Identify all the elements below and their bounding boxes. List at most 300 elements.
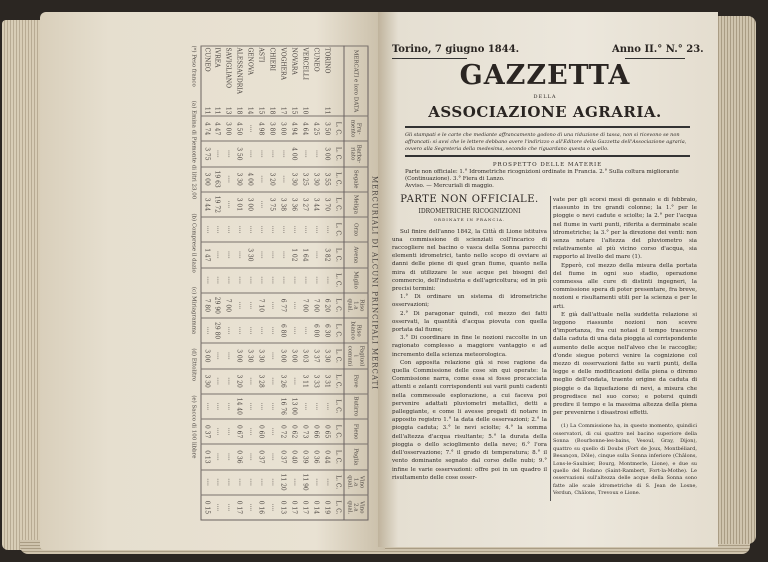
postal-notice: Gli stampati e le carte che mediante affrancamento godono di una riduzione di tassa, non si ricevono se non affrancati: si avvi che le lettere debbano avere l'indirizzo o all'Editore della Gazzetta dell'Associazione agraria, ovvero alla Segreteria della medesima, secondo che riguardano questa o quello. bbox=[405, 132, 687, 152]
paragraph: Sul finire dell'anno 1842, la Città di Lione istituiva una commissione di scienziati coll'incarico di raccogliere nel bacino o vasca della Sonna parecchi elementi idrometrici, tanto nello scopo di ovviare ai danni delle piene di quel gran fiume, quanto nella mira di utilizzare le sue acque pei bisogni del commercio, dell'industria e dell'agricoltura; ed in più precisi termini: bbox=[392, 228, 547, 293]
market-day: 15 bbox=[258, 106, 265, 115]
price-cell: 0 62 bbox=[289, 419, 300, 444]
price-cell: ···· bbox=[256, 141, 267, 166]
price-cell: 0 15 bbox=[201, 495, 212, 520]
market-label: TORINO bbox=[324, 47, 331, 74]
price-cell: 4 00 bbox=[289, 141, 300, 166]
price-cell: ···· bbox=[201, 470, 212, 495]
market-day: 10 bbox=[302, 106, 309, 115]
price-cell: ···· bbox=[322, 470, 333, 495]
price-cell: 3 00 bbox=[322, 141, 333, 166]
table-of-contents bbox=[405, 162, 690, 190]
price-cell: ···· bbox=[267, 419, 278, 444]
market-day: 17 bbox=[280, 106, 287, 115]
price-cell: 6 30 bbox=[322, 318, 333, 343]
price-cell: ···· bbox=[311, 242, 322, 267]
price-cell: 14 40 bbox=[234, 394, 245, 419]
price-cell: ···· bbox=[245, 470, 256, 495]
toc-item: Parte non officiale: 1.° Idrometriche ricognizioni ordinate in Francia. 2.° Sulla coltura migliorante (Continuazione). 3.° Fiera di Lanzo. bbox=[405, 169, 679, 182]
price-cell: ···· bbox=[245, 444, 256, 469]
price-cell: ···· bbox=[289, 470, 300, 495]
price-cell: ···· bbox=[256, 192, 267, 217]
price-cell: 3 00 bbox=[289, 343, 300, 368]
unit-cell: L. C. bbox=[333, 192, 344, 217]
price-cell: ···· bbox=[223, 419, 234, 444]
column-header: Riso bianco bbox=[344, 318, 368, 343]
price-cell: 3 00 bbox=[278, 343, 289, 368]
price-cell: ···· bbox=[234, 470, 245, 495]
price-cell: ···· bbox=[223, 268, 234, 293]
price-cell: ···· bbox=[245, 318, 256, 343]
unit-cell: L. C. bbox=[333, 167, 344, 192]
market-name bbox=[322, 46, 333, 116]
price-cell: ···· bbox=[311, 470, 322, 495]
price-cell: 3 25 bbox=[300, 167, 311, 192]
column-header: Meliga bbox=[344, 192, 368, 217]
market-name bbox=[212, 46, 223, 116]
price-cell: ···· bbox=[223, 369, 234, 394]
market-name bbox=[234, 46, 245, 116]
price-cell: ···· bbox=[311, 141, 322, 166]
price-cell: 3 33 bbox=[311, 369, 322, 394]
price-cell: 3 30 bbox=[322, 343, 333, 368]
price-cell: ···· bbox=[212, 242, 223, 267]
price-cell: 0 44 bbox=[322, 444, 333, 469]
price-cell: 3 31 bbox=[322, 369, 333, 394]
price-cell: ···· bbox=[289, 318, 300, 343]
column-header: Fagiuoli comuni bbox=[344, 343, 368, 368]
price-cell: 0 16 bbox=[256, 495, 267, 520]
price-cell: 3 38 bbox=[278, 192, 289, 217]
rule bbox=[405, 155, 690, 157]
table-row bbox=[267, 46, 278, 520]
price-cell: ···· bbox=[212, 141, 223, 166]
unit-cell: L. C. bbox=[333, 470, 344, 495]
price-cell: 6 00 bbox=[311, 318, 322, 343]
price-cell: 3 00 bbox=[245, 192, 256, 217]
market-label: VOGHERA bbox=[280, 47, 287, 80]
unit-cell: L. C. bbox=[333, 141, 344, 166]
price-cell: 3 00 bbox=[201, 167, 212, 192]
market-name bbox=[256, 46, 267, 116]
price-cell: ···· bbox=[267, 470, 278, 495]
column-header: Segale bbox=[344, 167, 368, 192]
market-day: 11 bbox=[203, 106, 211, 115]
price-cell: ···· bbox=[278, 217, 289, 242]
price-cell: ···· bbox=[256, 167, 267, 192]
market-name bbox=[300, 46, 311, 116]
price-cell: ···· bbox=[278, 242, 289, 267]
price-cell: ···· bbox=[212, 369, 223, 394]
section-heading: PARTE NON OFFICIALE. bbox=[400, 194, 539, 205]
price-cell: 0 17 bbox=[300, 495, 311, 520]
price-cell: ···· bbox=[300, 141, 311, 166]
column-header: Fieno bbox=[344, 419, 368, 444]
table-row bbox=[300, 46, 311, 520]
price-cell: ···· bbox=[201, 394, 212, 419]
unit-cell: L. C. bbox=[333, 242, 344, 267]
price-cell: ···· bbox=[223, 192, 234, 217]
market-name bbox=[245, 46, 256, 116]
table-footnote: (e) Sacco di 100 libbre bbox=[190, 395, 197, 459]
table-header-row bbox=[344, 46, 368, 520]
price-cell: ···· bbox=[278, 167, 289, 192]
price-cell: ···· bbox=[267, 268, 278, 293]
price-cell: ···· bbox=[245, 369, 256, 394]
market-name bbox=[289, 46, 300, 116]
price-cell: 13 00 bbox=[289, 394, 300, 419]
price-cell: ···· bbox=[300, 217, 311, 242]
price-cell: 3 30 bbox=[256, 343, 267, 368]
price-cell: ···· bbox=[212, 495, 223, 520]
price-cell: ···· bbox=[267, 394, 278, 419]
market-label: ASTI bbox=[258, 47, 265, 63]
column-header: Barba-riato bbox=[344, 141, 368, 166]
price-cell: 3 36 bbox=[289, 192, 300, 217]
price-cell: 3 00 bbox=[278, 116, 289, 141]
paragraph: 1.° Di ordinare un sistema di idrometriche osservazioni; bbox=[392, 294, 547, 309]
column-header: Vino 2.a qual. bbox=[344, 495, 368, 520]
table-row bbox=[223, 46, 234, 520]
price-cell: 0 66 bbox=[311, 419, 322, 444]
price-cell: 3 30 bbox=[201, 369, 212, 394]
paragraph: vate per gli scorsi mesi di gennaio e di febbraio, riassunto in tre grandi colonne; la 1.° per le pioggie o nevi cadute e sciolte; la 2.° per l'acqua nel fiume in varii punti, riferita a derminate scale idrometriche; la 3.° per la direzione dei venti: non senza notare l'altezza del pluviometro sia relativamente al più vicino corso d'acqua, sia rapporto al livello del mare (1). bbox=[553, 197, 697, 261]
price-cell: 0 19 bbox=[322, 495, 333, 520]
price-cell: 4 94 bbox=[289, 116, 300, 141]
table-footnotes bbox=[190, 46, 198, 521]
price-cell: ···· bbox=[278, 141, 289, 166]
price-cell: 3 50 bbox=[322, 116, 333, 141]
price-cell: 11 20 bbox=[278, 470, 289, 495]
column-header: Riso 1.a qual. bbox=[344, 293, 368, 318]
price-cell: ···· bbox=[201, 268, 212, 293]
market-name bbox=[278, 46, 289, 116]
price-cell: ···· bbox=[245, 268, 256, 293]
price-cell: 6 77 bbox=[278, 293, 289, 318]
price-cell: 3 30 bbox=[311, 167, 322, 192]
price-cell: 3 30 bbox=[245, 242, 256, 267]
column-header: Fave bbox=[344, 369, 368, 394]
price-cell: ···· bbox=[267, 495, 278, 520]
price-cell: 3 11 bbox=[300, 369, 311, 394]
price-cell: 0 40 bbox=[289, 444, 300, 469]
price-cell: ···· bbox=[322, 394, 333, 419]
price-cell: 0 65 bbox=[322, 419, 333, 444]
price-cell: 7 10 bbox=[256, 293, 267, 318]
market-name bbox=[201, 46, 212, 116]
price-cell: 3 20 bbox=[267, 167, 278, 192]
price-cell: 3 30 bbox=[245, 343, 256, 368]
price-cell: ···· bbox=[223, 141, 234, 166]
price-cell: 7 00 bbox=[311, 293, 322, 318]
rule bbox=[405, 126, 690, 128]
price-cell: ···· bbox=[223, 318, 234, 343]
article-subtitle: ORDINATE IN FRANCIA. bbox=[433, 217, 506, 223]
price-cell: ···· bbox=[201, 318, 212, 343]
price-cell: 29 90 bbox=[212, 293, 223, 318]
price-cell: 0 36 bbox=[234, 444, 245, 469]
price-cell: ···· bbox=[256, 242, 267, 267]
price-cell: ···· bbox=[267, 141, 278, 166]
article-column-right bbox=[553, 196, 697, 498]
price-cell: ···· bbox=[212, 343, 223, 368]
price-cell: 29 80 bbox=[212, 318, 223, 343]
table-row bbox=[322, 46, 333, 520]
price-cell: ···· bbox=[223, 217, 234, 242]
market-label: CHIERI bbox=[269, 47, 276, 71]
market-label: CUNEO bbox=[203, 47, 211, 72]
rule bbox=[625, 58, 685, 59]
market-day: 11 bbox=[214, 106, 221, 115]
price-cell: 3 00 bbox=[201, 343, 212, 368]
market-label: CUNEO bbox=[313, 47, 320, 72]
price-cell: 0 13 bbox=[278, 495, 289, 520]
table-row bbox=[289, 46, 300, 520]
price-cell: 3 75 bbox=[267, 192, 278, 217]
column-header: Vino 1.a qual. bbox=[344, 470, 368, 495]
table-row bbox=[234, 46, 245, 520]
market-day: 13 bbox=[225, 106, 232, 115]
price-cell: ···· bbox=[212, 470, 223, 495]
price-cell: 3 75 bbox=[201, 141, 212, 166]
column-header: MERCATI e loro DATA bbox=[344, 46, 368, 116]
toc-item: Avviso. — Mercuriali di maggio. bbox=[405, 183, 494, 189]
table-row bbox=[212, 46, 223, 520]
price-cell: 0 39 bbox=[300, 444, 311, 469]
market-label: GENOVA bbox=[247, 47, 254, 75]
price-cell: ···· bbox=[223, 343, 234, 368]
price-cell: 7 00 bbox=[300, 293, 311, 318]
paragraph: 2.° Di paragonar quindi, col mezzo dei fatti osservati, la quantità d'acqua piovuta con quella portata dal fiume; bbox=[392, 310, 547, 334]
table-footnote: (a) Emina di Piemonte di litri 23,00 bbox=[190, 100, 197, 200]
price-cell: ···· bbox=[223, 444, 234, 469]
price-cell: 19 63 bbox=[212, 167, 223, 192]
price-cell: ···· bbox=[256, 470, 267, 495]
unit-cell: L. C. bbox=[333, 293, 344, 318]
price-cell: ···· bbox=[245, 217, 256, 242]
masthead-title: GAZZETTA bbox=[459, 60, 631, 91]
unit-cell bbox=[333, 46, 344, 116]
masthead-subtitle: ASSOCIAZIONE AGRARIA. bbox=[428, 103, 662, 121]
price-cell: 3 00 bbox=[234, 343, 245, 368]
price-cell: ···· bbox=[245, 419, 256, 444]
price-cell: 6 20 bbox=[322, 293, 333, 318]
page-edges-right bbox=[716, 16, 756, 544]
price-cell: ···· bbox=[256, 217, 267, 242]
table-row bbox=[278, 46, 289, 520]
unit-cell: L. C. bbox=[333, 419, 344, 444]
price-cell: 11 90 bbox=[300, 470, 311, 495]
price-cell: ···· bbox=[300, 268, 311, 293]
market-prices-table bbox=[139, 46, 379, 521]
market-label: ALESSANDRIA bbox=[236, 47, 243, 94]
price-cell: ···· bbox=[245, 394, 256, 419]
column-header: Miglio bbox=[344, 268, 368, 293]
price-cell: ···· bbox=[267, 318, 278, 343]
price-cell: 4 74 bbox=[201, 116, 212, 141]
price-cell: ···· bbox=[234, 242, 245, 267]
price-cell: 0 13 bbox=[201, 444, 212, 469]
unit-cell: L. C. bbox=[333, 394, 344, 419]
price-cell: ···· bbox=[212, 268, 223, 293]
market-name bbox=[223, 46, 234, 116]
unit-cell: L. C. bbox=[333, 116, 344, 141]
price-cell: ···· bbox=[289, 369, 300, 394]
price-cell: ···· bbox=[311, 394, 322, 419]
price-cell: 0 37 bbox=[256, 444, 267, 469]
price-cell: ···· bbox=[256, 318, 267, 343]
price-cell: 3 28 bbox=[256, 369, 267, 394]
price-cell: ···· bbox=[322, 268, 333, 293]
market-label: VERCELLI bbox=[302, 47, 309, 81]
table-row bbox=[245, 46, 256, 520]
dateline: Torino, 7 giugno 1844. bbox=[392, 44, 520, 55]
price-cell: ···· bbox=[289, 293, 300, 318]
rule bbox=[392, 58, 467, 59]
price-cell: ···· bbox=[256, 268, 267, 293]
price-cell: 3 55 bbox=[322, 167, 333, 192]
column-rule bbox=[550, 196, 551, 501]
market-day: 18 bbox=[269, 106, 276, 115]
price-cell: ···· bbox=[289, 268, 300, 293]
price-cell: ···· bbox=[212, 444, 223, 469]
price-cell: 3 82 bbox=[322, 242, 333, 267]
price-cell: 3 01 bbox=[234, 192, 245, 217]
price-cell: ···· bbox=[234, 217, 245, 242]
unit-cell: L. C. bbox=[333, 495, 344, 520]
price-cell: 0 36 bbox=[311, 444, 322, 469]
price-cell: 0 37 bbox=[278, 444, 289, 469]
column-header: Orzo bbox=[344, 217, 368, 242]
price-cell: ···· bbox=[212, 419, 223, 444]
price-cell: 0 67 bbox=[234, 419, 245, 444]
price-cell: 7 00 bbox=[223, 293, 234, 318]
unit-cell: L. C. bbox=[333, 369, 344, 394]
price-cell: 0 72 bbox=[278, 419, 289, 444]
price-cell: 0 17 bbox=[289, 495, 300, 520]
market-day: 14 bbox=[247, 106, 254, 115]
price-cell: 4 25 bbox=[311, 116, 322, 141]
price-cell: 1 02 bbox=[289, 242, 300, 267]
market-name bbox=[267, 46, 278, 116]
market-day: 11 bbox=[324, 106, 331, 115]
table-footnote: (b) Comprese il dazio bbox=[190, 213, 197, 273]
price-cell: ···· bbox=[223, 167, 234, 192]
table-footnote: (d) Ettolitro bbox=[190, 348, 197, 382]
price-cell: 3 26 bbox=[278, 369, 289, 394]
unit-cell: L. C. bbox=[333, 217, 344, 242]
unit-cell: L. C. bbox=[333, 444, 344, 469]
column-header: Avena bbox=[344, 242, 368, 267]
price-cell: 4 64 bbox=[300, 116, 311, 141]
article-title: IDROMETRICHE RICOGNIZIONI bbox=[418, 208, 521, 216]
price-cell: 3 30 bbox=[234, 167, 245, 192]
unit-cell: L. C. bbox=[333, 318, 344, 343]
price-cell: 3 00 bbox=[223, 116, 234, 141]
column-header: Fru-mento bbox=[344, 116, 368, 141]
price-cell: ···· bbox=[234, 293, 245, 318]
issue-number: Anno II.° N.° 23. bbox=[612, 44, 704, 55]
price-cell: 0 14 bbox=[311, 495, 322, 520]
price-cell: 0 37 bbox=[201, 419, 212, 444]
unit-cell: L. C. bbox=[333, 268, 344, 293]
price-cell: ···· bbox=[245, 116, 256, 141]
price-cell: ···· bbox=[234, 268, 245, 293]
toc-title: PROSPETTO DELLE MATERIE bbox=[492, 162, 603, 168]
market-day: 18 bbox=[236, 106, 243, 115]
price-cell: ···· bbox=[278, 268, 289, 293]
unit-cell: L. C. bbox=[333, 343, 344, 368]
price-cell: 0 17 bbox=[234, 495, 245, 520]
price-cell: 4 47 bbox=[212, 116, 223, 141]
paragraph: E già dall'attuale nella suddetta relazione si leggono riassunte nozioni non scevre d'importanza, fra cui notasi il tempo trascorso dalla caduta di una data pioggia al corrispondente aumento delle acque nell'alveo che le raccoglie; d'onde siegue poterci venire la cognizione col mezzo di osservazioni fatte su varii punti, della legge e delle modificazioni della piena o diremo meglio dell'ondata, traente origine da caduta di pioggie o da liquefazione di nevi, a misura che progredisce nel suo corso; e potersi quindi predire il tempo e la massima altezza della piena per prevenirne i disastrosi effetti. bbox=[553, 311, 697, 417]
masthead-della: DELLA bbox=[533, 94, 557, 100]
price-cell: 0 73 bbox=[300, 419, 311, 444]
article-column-left bbox=[392, 196, 547, 482]
price-cell: ···· bbox=[267, 293, 278, 318]
price-cell: ···· bbox=[311, 268, 322, 293]
price-cell: 3 27 bbox=[300, 192, 311, 217]
price-cell: 3 30 bbox=[289, 167, 300, 192]
price-cell: ···· bbox=[201, 217, 212, 242]
price-cell: 0 60 bbox=[256, 419, 267, 444]
price-cell: 16 76 bbox=[278, 394, 289, 419]
price-cell: 3 70 bbox=[322, 192, 333, 217]
price-cell: 1 64 bbox=[300, 242, 311, 267]
price-cell: 3 44 bbox=[311, 192, 322, 217]
paragraph: Epperò, col mezzo della misura della portata del fiume in ogni suo stadio, operazione commessa alle cure di distinti ingegneri, la commissione spera di poter presentare, fra breve, nozioni e risultamenti utili per la scienza e per le arti. bbox=[553, 262, 697, 310]
market-name bbox=[311, 46, 322, 116]
price-cell: 3 03 bbox=[300, 343, 311, 368]
price-cell: 1 47 bbox=[201, 242, 212, 267]
table-row bbox=[256, 46, 267, 520]
price-cell: 3 37 bbox=[311, 343, 322, 368]
market-label: IVREA bbox=[214, 47, 221, 68]
price-cell: ···· bbox=[223, 470, 234, 495]
price-cell: ···· bbox=[256, 394, 267, 419]
price-cell: 3 50 bbox=[234, 141, 245, 166]
table-title: MERCURIALI DI ALCUNI PRINCIPALI MERCATI bbox=[370, 176, 379, 390]
price-cell: ···· bbox=[212, 217, 223, 242]
table-row bbox=[201, 46, 212, 520]
footnote: (1) La Commissione ha, in questo momento, quindici osservatori, di cui quattro nel bacino superiore della Sonna (Bourbonne-les-bains, Vesoul, Gray, Dijon), quattro su quello di Doubs (Fort de Joux, Montbéliard, Besançon, Dôle), cinque sulla Sonna inferiore (Châlons, Lons-le-Saulnier, Bourg, Montmerle, Lione), e due su quello del Rodano (Saint-Rambert, Fort-la-Mothe). Le osservazioni sull'altezza delle acque della Sonna sono fatte alle scale idrometriche di S. Jean de Losne, Verdun, Châlons, Trevoux e Lione. bbox=[553, 423, 697, 497]
table-footnote: (c) Miriagramma bbox=[190, 286, 197, 335]
price-cell: 7 80 bbox=[201, 293, 212, 318]
units-row bbox=[333, 46, 344, 520]
price-cell: ···· bbox=[212, 394, 223, 419]
price-cell: ···· bbox=[267, 444, 278, 469]
market-label: SAVIGLIANO bbox=[225, 47, 232, 88]
column-header: Butirro bbox=[344, 394, 368, 419]
price-cell: ···· bbox=[267, 217, 278, 242]
price-cell: 3 44 bbox=[201, 192, 212, 217]
price-cell: ···· bbox=[234, 318, 245, 343]
price-cell: 4 00 bbox=[245, 167, 256, 192]
price-cell: 3 20 bbox=[234, 369, 245, 394]
price-cell: 19 72 bbox=[212, 192, 223, 217]
price-cell: 4 98 bbox=[256, 116, 267, 141]
table-footnote: (*) Peso franco bbox=[190, 45, 197, 87]
table-row bbox=[311, 46, 322, 520]
price-cell: ···· bbox=[223, 242, 234, 267]
market-day: 15 bbox=[291, 106, 298, 115]
price-cell: ···· bbox=[245, 293, 256, 318]
price-cell: ···· bbox=[245, 141, 256, 166]
price-cell: ···· bbox=[267, 242, 278, 267]
price-cell: 4 50 bbox=[234, 116, 245, 141]
price-cell: ···· bbox=[289, 217, 300, 242]
price-cell: ···· bbox=[300, 394, 311, 419]
